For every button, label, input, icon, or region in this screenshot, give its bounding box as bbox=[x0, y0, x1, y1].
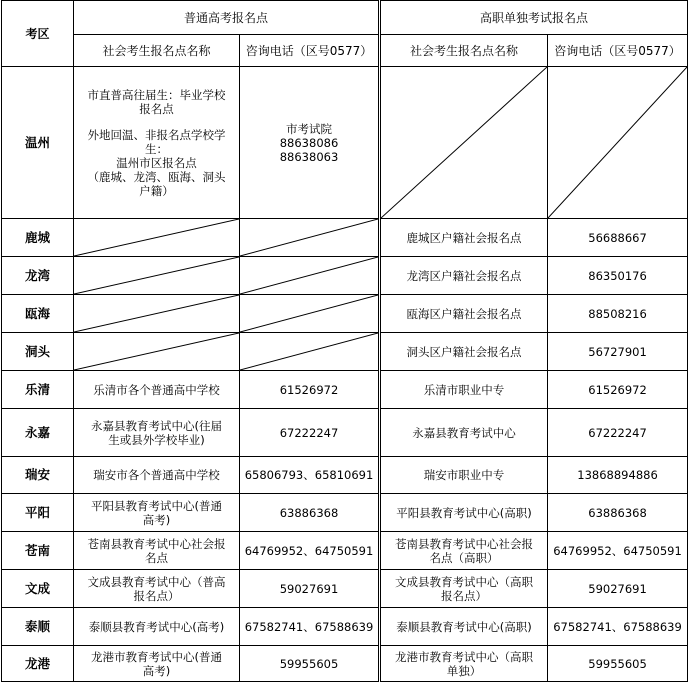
table-row bbox=[2, 570, 688, 608]
empty-diagonal-cell bbox=[240, 219, 380, 257]
general-name-line-2: 外地回温、非报名点学校学 生： 温州市区报名点 （鹿城、龙湾、瓯海、洞头 户籍） bbox=[87, 127, 226, 198]
diagonal-line bbox=[74, 257, 239, 294]
table-row bbox=[2, 409, 688, 457]
general-phone-cell: 市考试院 88638086 88638063 bbox=[240, 67, 380, 219]
vocational-phone-header: 咨询电话（区号0577） bbox=[548, 35, 688, 67]
district-cell: 文成 bbox=[2, 570, 74, 608]
general-name-cell: 文成县教育考试中心（普高 报名点） bbox=[74, 570, 240, 608]
vocational-phone-cell: 67222247 bbox=[548, 409, 688, 457]
diagonal-line bbox=[74, 219, 239, 256]
diagonal-line bbox=[240, 333, 378, 370]
empty-diagonal-cell bbox=[380, 67, 548, 219]
district-cell: 苍南 bbox=[2, 532, 74, 570]
district-cell: 瓯海 bbox=[2, 295, 74, 333]
empty-diagonal-cell bbox=[240, 295, 380, 333]
table-row bbox=[2, 257, 688, 295]
table-row bbox=[2, 532, 688, 570]
vocational-name-cell: 文成县教育考试中心（高职 报名点） bbox=[380, 570, 548, 608]
general-name-cell: 龙港市教育考试中心(普通 高考) bbox=[74, 646, 240, 682]
vocational-name-cell: 洞头区户籍社会报名点 bbox=[380, 333, 548, 371]
empty-diagonal-cell bbox=[74, 219, 240, 257]
table-row bbox=[2, 494, 688, 532]
general-name-cell: 泰顺县教育考试中心(高考) bbox=[74, 608, 240, 646]
vocational-name-cell: 泰顺县教育考试中心(高职) bbox=[380, 608, 548, 646]
vocational-name-cell: 瓯海区户籍社会报名点 bbox=[380, 295, 548, 333]
table-row bbox=[2, 371, 688, 409]
district-cell: 龙港 bbox=[2, 646, 74, 682]
vocational-name-cell: 鹿城区户籍社会报名点 bbox=[380, 219, 548, 257]
vocational-phone-cell: 56727901 bbox=[548, 333, 688, 371]
empty-diagonal-cell bbox=[240, 257, 380, 295]
district-cell: 泰顺 bbox=[2, 608, 74, 646]
general-phone-cell: 67582741、67588639 bbox=[240, 608, 380, 646]
vocational-name-cell: 龙港市教育考试中心（高职 单独） bbox=[380, 646, 548, 682]
vocational-name-cell: 平阳县教育考试中心(高职) bbox=[380, 494, 548, 532]
table-row-wenzhou bbox=[2, 67, 688, 219]
vocational-phone-cell: 13868894886 bbox=[548, 457, 688, 494]
general-phone-cell: 64769952、64750591 bbox=[240, 532, 380, 570]
general-name-header: 社会考生报名点名称 bbox=[74, 35, 240, 67]
table-row bbox=[2, 457, 688, 494]
vocational-phone-cell: 63886368 bbox=[548, 494, 688, 532]
table-row bbox=[2, 295, 688, 333]
general-phone-cell: 59027691 bbox=[240, 570, 380, 608]
vocational-name-cell: 龙湾区户籍社会报名点 bbox=[380, 257, 548, 295]
vocational-phone-cell: 56688667 bbox=[548, 219, 688, 257]
district-cell: 乐清 bbox=[2, 371, 74, 409]
vocational-name-cell: 苍南县教育考试中心社会报 名点（高职） bbox=[380, 532, 548, 570]
header-row-1 bbox=[2, 1, 688, 35]
general-name-cell bbox=[74, 67, 240, 219]
spacer bbox=[77, 116, 236, 128]
empty-diagonal-cell bbox=[240, 333, 380, 371]
vocational-name-cell: 瑞安市职业中专 bbox=[380, 457, 548, 494]
empty-diagonal-cell bbox=[74, 333, 240, 371]
diagonal-line bbox=[240, 219, 378, 256]
general-phone-header: 咨询电话（区号0577） bbox=[240, 35, 380, 67]
general-name-cell: 平阳县教育考试中心(普通 高考) bbox=[74, 494, 240, 532]
vocational-phone-cell: 88508216 bbox=[548, 295, 688, 333]
district-cell: 永嘉 bbox=[2, 409, 74, 457]
district-cell: 平阳 bbox=[2, 494, 74, 532]
diagonal-line bbox=[240, 295, 378, 332]
vocational-name-cell: 乐清市职业中专 bbox=[380, 371, 548, 409]
general-name-cell: 苍南县教育考试中心社会报 名点 bbox=[74, 532, 240, 570]
general-name-cell: 永嘉县教育考试中心(往届 生或县外学校毕业) bbox=[74, 409, 240, 457]
vocational-name-cell: 永嘉县教育考试中心 bbox=[380, 409, 548, 457]
general-phone-cell: 59955605 bbox=[240, 646, 380, 682]
table-row bbox=[2, 608, 688, 646]
vocational-name-header: 社会考生报名点名称 bbox=[380, 35, 548, 67]
vocational-phone-cell: 86350176 bbox=[548, 257, 688, 295]
table-row bbox=[2, 219, 688, 257]
empty-diagonal-cell bbox=[74, 295, 240, 333]
general-phone-cell: 65806793、65810691 bbox=[240, 457, 380, 494]
district-cell: 温州 bbox=[2, 67, 74, 219]
general-phone-cell: 67222247 bbox=[240, 409, 380, 457]
diagonal-line bbox=[74, 333, 239, 370]
registration-table bbox=[1, 0, 688, 682]
general-name-line-1: 市直普高往届生：毕业学校 报名点 bbox=[87, 87, 226, 116]
table-row bbox=[2, 333, 688, 371]
diagonal-line bbox=[548, 67, 687, 218]
district-cell: 龙湾 bbox=[2, 257, 74, 295]
diagonal-line bbox=[240, 257, 378, 294]
vocational-phone-cell: 67582741、67588639 bbox=[548, 608, 688, 646]
general-name-cell: 瑞安市各个普通高中学校 bbox=[74, 457, 240, 494]
district-cell: 瑞安 bbox=[2, 457, 74, 494]
diagonal-line bbox=[381, 67, 547, 218]
diagonal-line bbox=[74, 295, 239, 332]
district-cell: 洞头 bbox=[2, 333, 74, 371]
general-name-cell: 乐清市各个普通高中学校 bbox=[74, 371, 240, 409]
table-row bbox=[2, 646, 688, 682]
empty-diagonal-cell bbox=[548, 67, 688, 219]
empty-diagonal-cell bbox=[74, 257, 240, 295]
district-cell: 鹿城 bbox=[2, 219, 74, 257]
vocational-phone-cell: 59955605 bbox=[548, 646, 688, 682]
vocational-phone-cell: 61526972 bbox=[548, 371, 688, 409]
vocational-phone-cell: 64769952、64750591 bbox=[548, 532, 688, 570]
general-phone-cell: 61526972 bbox=[240, 371, 380, 409]
header-row-2 bbox=[2, 35, 688, 67]
vocational-phone-cell: 59027691 bbox=[548, 570, 688, 608]
district-header: 考区 bbox=[2, 1, 74, 67]
vocational-group-header: 高职单独考试报名点 bbox=[380, 1, 688, 35]
general-phone-cell: 63886368 bbox=[240, 494, 380, 532]
general-group-header: 普通高考报名点 bbox=[74, 1, 380, 35]
